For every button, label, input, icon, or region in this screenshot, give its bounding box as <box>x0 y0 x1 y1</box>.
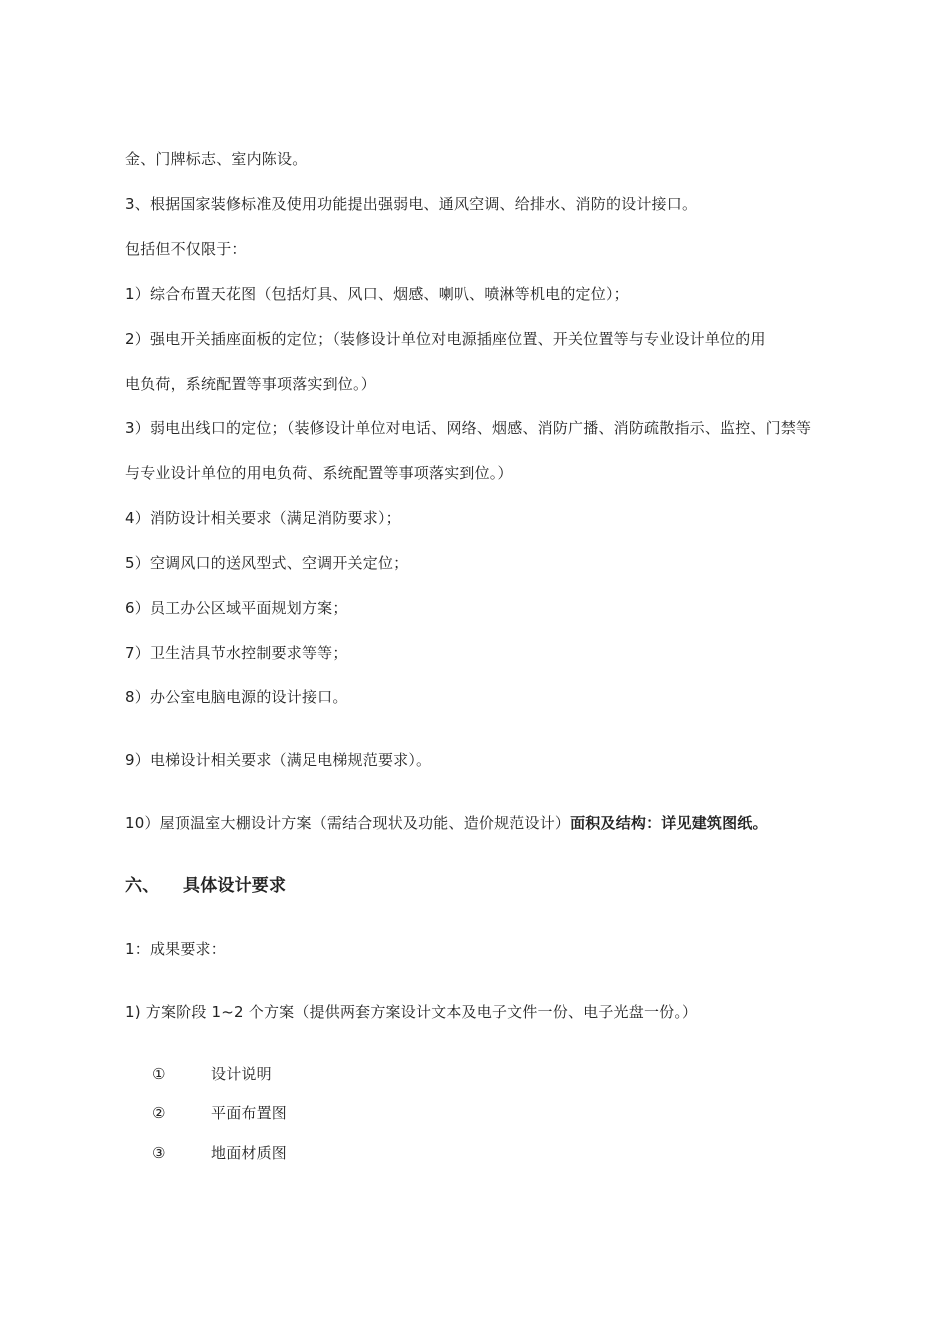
text-line-6: 电负荷，系统配置等事项落实到位。） <box>125 375 376 393</box>
text-line-8: 与专业设计单位的用电负荷、系统配置等事项落实到位。） <box>125 464 513 482</box>
section-heading <box>125 875 845 897</box>
sub-item-mark: ③ <box>152 1144 166 1162</box>
text-line-item10 <box>125 812 845 834</box>
section-number: 六、 <box>125 876 160 896</box>
sub-item-mark: ① <box>152 1065 166 1083</box>
text-line-5: 2）强电开关插座面板的定位；（装修设计单位对电源插座位置、开关位置等与专业设计单位的用 <box>125 330 766 348</box>
sub-item <box>152 1102 872 1124</box>
sub-item-text: 设计说明 <box>211 1065 272 1083</box>
text-line-9: 4）消防设计相关要求（满足消防要求）； <box>125 509 401 527</box>
text-line-3: 包括但不仅限于： <box>125 240 247 258</box>
result-label: 1：成果要求： <box>125 940 226 958</box>
text-line-12: 7）卫生洁具节水控制要求等等； <box>125 644 348 662</box>
sub-item <box>152 1142 872 1164</box>
scheme-line: 1) 方案阶段 1~2 个方案（提供两套方案设计文本及电子文件一份、电子光盘一份。） <box>125 1003 698 1021</box>
item10-normal-text: 10）屋顶温室大棚设计方案（需结合现状及功能、造价规范设计） <box>125 814 571 832</box>
text-line-10: 5）空调风口的送风型式、空调开关定位； <box>125 554 409 572</box>
sub-item-text: 地面材质图 <box>211 1144 288 1162</box>
text-line-11: 6）员工办公区域平面规划方案； <box>125 599 348 617</box>
text-line-14: 9）电梯设计相关要求（满足电梯规范要求）。 <box>125 751 432 769</box>
section-title: 具体设计要求 <box>183 876 287 896</box>
sub-item-mark: ② <box>152 1104 166 1122</box>
text-line-2: 3、根据国家装修标准及使用功能提出强弱电、通风空调、给排水、消防的设计接口。 <box>125 195 698 213</box>
text-line-13: 8）办公室电脑电源的设计接口。 <box>125 688 348 706</box>
sub-item <box>152 1063 872 1085</box>
sub-item-text: 平面布置图 <box>211 1104 288 1122</box>
text-line-4: 1）综合布置天花图（包括灯具、风口、烟感、喇叭、喷淋等机电的定位）； <box>125 285 629 303</box>
text-line-1: 金、门牌标志、室内陈设。 <box>125 150 308 168</box>
item10-bold-text: 面积及结构：详见建筑图纸。 <box>570 814 768 832</box>
text-line-7: 3）弱电出线口的定位；（装修设计单位对电话、网络、烟感、消防广播、消防疏散指示、监控、门禁等 <box>125 419 812 437</box>
